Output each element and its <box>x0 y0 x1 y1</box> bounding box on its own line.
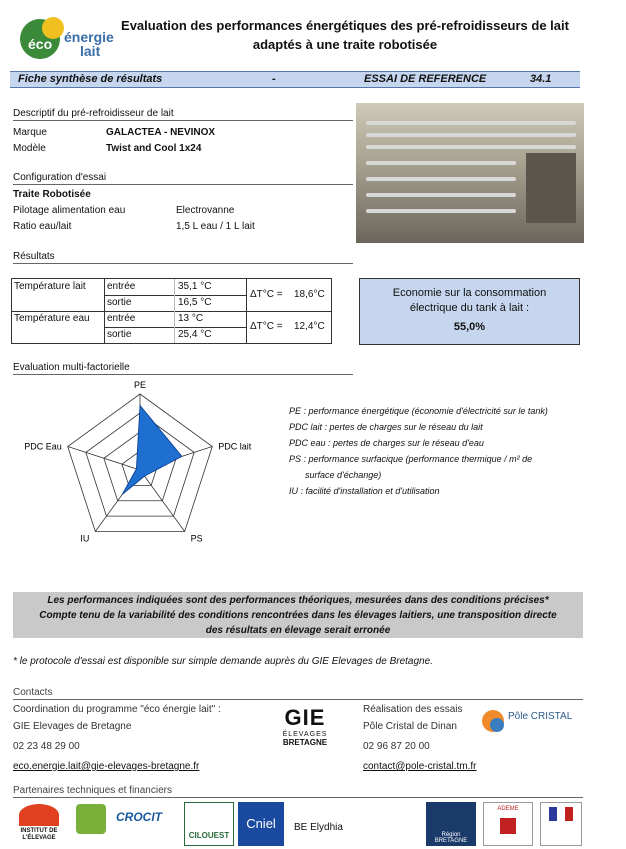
econ-value: 55,0% <box>453 321 486 333</box>
summary-bar <box>10 71 580 88</box>
bar-dash: - <box>272 73 276 85</box>
contact-left-phone: 02 23 48 29 00 <box>13 741 80 752</box>
results-table <box>11 278 332 344</box>
contact-left-email[interactable]: eco.energie.lait@gie-elevages-bretagne.fr <box>13 761 200 772</box>
disclaimer-box <box>13 592 583 638</box>
lait-entree-label: entrée <box>107 281 136 292</box>
evaluation-heading: Evaluation multi-factorielle <box>13 362 353 375</box>
contact-right-phone: 02 96 87 20 00 <box>363 741 430 752</box>
eau-entree-value: 13 °C <box>178 313 204 324</box>
contact-left-line1: Coordination du programme "éco énergie lait" : <box>13 704 221 715</box>
bar-left-text: Fiche synthèse de résultats <box>18 73 163 85</box>
ratio-value: 1,5 L eau / 1 L lait <box>176 221 255 232</box>
disclaimer-line3: des résultats en élevage serait erronée <box>205 625 391 636</box>
radar-spoke-5 <box>68 447 140 470</box>
lait-entree-value: 35,1 °C <box>178 281 212 292</box>
legend-ps: PS : performance surfacique (performance thermique / m² de <box>289 454 533 464</box>
partners-heading: Partenaires techniques et financiers <box>13 785 583 798</box>
lait-sortie-value: 16,5 °C <box>178 297 212 308</box>
contact-right-email[interactable]: contact@pole-cristal.tm.fr <box>363 761 477 772</box>
marque-label: Marque <box>13 127 47 138</box>
pole-cristal-logo: Pôle CRISTAL <box>480 708 580 740</box>
econ-line1: Economie sur la consommation <box>392 287 547 299</box>
axis-label-ps: PS <box>190 533 203 544</box>
lait-delta-value: 18,6°C <box>294 289 325 300</box>
contact-right-line1: Réalisation des essais <box>363 704 463 715</box>
descriptif-heading: Descriptif du pré-refroidisseur de lait <box>13 108 353 121</box>
logo-text-energie-lait: énergie lait <box>64 29 114 59</box>
ademe-logo: ADEME <box>483 802 533 846</box>
pilotage-value: Electrovanne <box>176 205 235 216</box>
bar-number: 34.1 <box>530 73 552 85</box>
cilouest-logo: CILOUEST <box>184 802 234 846</box>
disclaimer-line2: Compte tenu de la variabilité des conditions rencontrées dans les élevages laitiers, une transposition directe <box>39 610 557 621</box>
ratio-label: Ratio eau/lait <box>13 221 72 232</box>
eau-delta-label: ΔT°C = <box>250 321 283 332</box>
eau-sortie-value: 25,4 °C <box>178 329 212 340</box>
legend-iu: IU : facilité d'installation et d'utilisation <box>289 486 440 496</box>
contact-left-line2: GIE Elevages de Bretagne <box>13 721 132 732</box>
marque-value: GALACTEA - NEVINOX <box>106 127 216 138</box>
pilotage-label: Pilotage alimentation eau <box>13 205 126 216</box>
bar-essai: ESSAI DE REFERENCE <box>364 73 487 85</box>
lait-delta-label: ΔT°C = <box>250 289 283 300</box>
economie-box <box>359 278 580 345</box>
agriculteurs-logo <box>70 802 112 846</box>
radar-legend <box>289 403 589 499</box>
config-type: Traite Robotisée <box>13 189 91 200</box>
axis-label-pe: PE <box>133 380 147 390</box>
modele-label: Modèle <box>13 143 46 154</box>
temp-eau-label: Température eau <box>14 313 90 324</box>
idele-logo: INSTITUT DE L'ÉLEVAGE <box>13 802 65 846</box>
radar-chart <box>10 378 280 552</box>
crocit-logo: CROCIT <box>116 810 162 824</box>
legend-pdc-eau: PDC eau : pertes de charges sur le réseau d'eau <box>289 438 484 448</box>
eau-delta-value: 12,4°C <box>294 321 325 332</box>
axis-label-pdc-eau: PDC Eau <box>24 441 62 452</box>
disclaimer-line1: Les performances indiquées sont des performances théoriques, mesurées dans des conditions précises* <box>47 595 549 606</box>
resultats-heading: Résultats <box>13 251 353 264</box>
contacts-heading: Contacts <box>13 687 583 700</box>
econ-line2: électrique du tank à lait : <box>409 302 530 314</box>
logo-text-eco: éco <box>28 36 53 52</box>
legend-pe: PE : performance énergétique (économie d'électricité sur le tank) <box>289 406 548 416</box>
axis-label-iu: IU <box>80 533 90 544</box>
legend-pdc-lait: PDC lait : pertes de charges sur le réseau du lait <box>289 422 483 432</box>
config-heading: Configuration d'essai <box>13 172 353 185</box>
eau-entree-label: entrée <box>107 313 136 324</box>
eco-energie-lait-logo <box>14 14 114 64</box>
legend-ps-cont: surface d'échange) <box>305 470 382 480</box>
region-bretagne-logo: Région BRETAGNE <box>426 802 476 846</box>
temp-lait-label: Température lait <box>14 281 86 292</box>
eau-sortie-label: sortie <box>107 329 132 340</box>
radar-score-polygon <box>122 405 182 494</box>
gie-logo: GIE ÉLEVAGES BRETAGNE <box>282 705 328 747</box>
contact-right-line2: Pôle Cristal de Dinan <box>363 721 457 732</box>
axis-label-pdc-lait: PDC lait <box>218 441 252 452</box>
be-elydhia: BE Elydhia <box>294 822 343 833</box>
lait-sortie-label: sortie <box>107 297 132 308</box>
modele-value: Twist and Cool 1x24 <box>106 143 202 154</box>
footnote: * le protocole d'essai est disponible sur simple demande auprès du GIE Elevages de Bretagne. <box>13 656 433 667</box>
republique-francaise-logo <box>540 802 582 846</box>
page-title: Evaluation des performances énergétiques des pré-refroidisseurs de lait adaptés à une traite robotisée <box>121 18 569 52</box>
product-photo <box>356 103 584 243</box>
cniel-logo: Cniel <box>238 802 284 846</box>
